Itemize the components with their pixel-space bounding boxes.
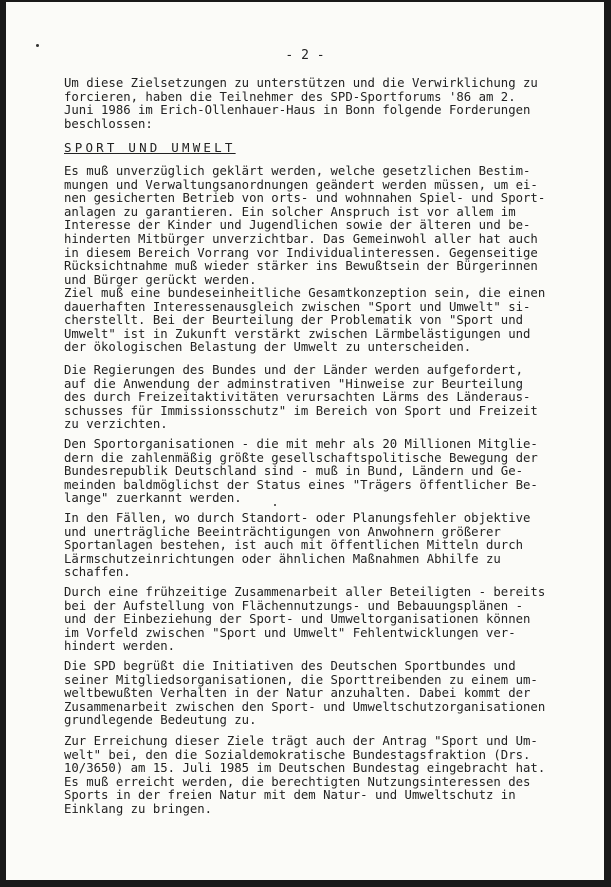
paragraph-8 bbox=[64, 735, 584, 817]
paragraph-3 bbox=[64, 364, 584, 432]
text-line: grundlegende Bedeutung zu. bbox=[64, 713, 257, 728]
text-line: hinderten Mitbürger unverzichtbar. Das Gemeinwohl aller hat auch bbox=[64, 231, 538, 246]
intro-paragraph bbox=[64, 77, 584, 131]
text-line: Es muß erreicht werden, die berechtigten Nutzungsinteressen des bbox=[64, 774, 531, 789]
document-sheet bbox=[6, 2, 604, 880]
text-line: Ziel muß eine bundeseinheitliche Gesamtkonzeption sein, die einen bbox=[64, 286, 546, 300]
text-line: bei der Aufstellung von Flächennutzungs- und Bebauungsplänen - bbox=[64, 598, 524, 613]
paragraph-5 bbox=[64, 512, 584, 580]
text-line: seiner Mitgliedsorganisationen, die Sporttreibenden zu einem um- bbox=[64, 672, 538, 687]
paragraph-7 bbox=[64, 660, 584, 728]
text-line: Sports in der freien Natur mit dem Natur- und Umweltschutz in bbox=[64, 788, 516, 803]
text-line: Zusammenarbeit zwischen den Sport- und Umweltschutzorganisationen bbox=[64, 699, 546, 714]
text-line: weltbewußten Verhalten in der Natur anzuhalten. Dabei kommt der bbox=[64, 686, 531, 701]
paragraph-1 bbox=[64, 165, 584, 287]
paragraph-2 bbox=[64, 287, 584, 355]
text-line: Um diese Zielsetzungen zu unterstützen und die Verwirklichung zu bbox=[64, 76, 538, 90]
text-line: hindert werden. bbox=[64, 639, 176, 654]
text-line: Bundesrepublik Deutschland sind - muß in Bund, Ländern und Ge- bbox=[64, 464, 524, 479]
text-line: meinden baldmöglichst der Status eines "Trägers öffentlicher Be- bbox=[64, 477, 538, 492]
text-line: Die SPD begrüßt die Initiativen des Deutschen Sportbundes und bbox=[64, 659, 516, 673]
text-line: schusses für Immissionsschutz" im Bereich von Sport und Freizeit bbox=[64, 403, 538, 418]
text-line: Sportanlagen bestehen, ist auch mit öffentlichen Mitteln durch bbox=[64, 538, 524, 553]
text-line: dauerhaften Interessenausgleich zwischen "Sport und Umwelt" si- bbox=[64, 299, 531, 314]
text-line: welt" bei, den die Sozialdemokratische Bundestagsfraktion (Drs. bbox=[64, 747, 531, 762]
text-line: der ökologischen Belastung der Umwelt zu unterscheiden. bbox=[64, 340, 472, 355]
text-line: und unerträgliche Beeinträchtigungen von Anwohnern größerer bbox=[64, 524, 501, 539]
text-line: Es muß unverzüglich geklärt werden, welche gesetzlichen Bestim- bbox=[64, 164, 531, 178]
text-line: in diesem Bereich Vorrang vor Individualinteressen. Gegenseitige bbox=[64, 245, 538, 260]
text-line: Rücksichtnahme muß wieder stärker ins Bewußtsein der Bürgerinnen bbox=[64, 259, 538, 274]
text-line: Juni 1986 im Erich-Ollenhauer-Haus in Bonn folgende Forderungen bbox=[64, 103, 531, 118]
text-line: im Vorfeld zwischen "Sport und Umwelt" Fehlentwicklungen ver- bbox=[64, 625, 516, 640]
document-page bbox=[6, 2, 604, 880]
text-line: Durch eine frühzeitige Zusammenarbeit aller Beteiligten - bereits bbox=[64, 585, 546, 599]
paragraph-4 bbox=[64, 438, 584, 506]
text-line: beschlossen: bbox=[64, 116, 153, 131]
text-line: lange" zuerkannt werden. bbox=[64, 491, 242, 506]
text-line: Umwelt" ist in Zukunft verstärkt zwischen Lärmbelästigungen und bbox=[64, 326, 531, 341]
text-line: zu verzichten. bbox=[64, 417, 168, 432]
text-line: 10/3650) am 15. Juli 1985 im Deutschen Bundestag eingebracht hat. bbox=[64, 761, 546, 776]
text-line: und der Einbeziehung der Sport- und Umweltorganisationen können bbox=[64, 612, 531, 627]
text-line: Zur Erreichung dieser Ziele trägt auch der Antrag "Sport und Um- bbox=[64, 734, 538, 748]
text-line: auf die Anwendung der adminstrativen "Hinweise zur Beurteilung bbox=[64, 376, 524, 391]
text-line: Den Sportorganisationen - die mit mehr als 20 Millionen Mitglie- bbox=[64, 437, 538, 451]
text-line: Einklang zu bringen. bbox=[64, 801, 213, 816]
scan-speck bbox=[274, 504, 276, 506]
text-line: In den Fällen, wo durch Standort- oder Planungsfehler objektive bbox=[64, 511, 531, 525]
text-line: mungen und Verwaltungsanordnungen geändert werden müssen, um ei- bbox=[64, 177, 538, 192]
scan-speck bbox=[36, 44, 39, 47]
text-line: forcieren, haben die Teilnehmer des SPD-Sportforums '86 am 2. bbox=[64, 89, 516, 104]
text-line: Die Regierungen des Bundes und der Länder werden aufgefordert, bbox=[64, 363, 524, 377]
text-line: Lärmschutzeinrichtungen oder ähnlichen Maßnahmen Abhilfe zu bbox=[64, 551, 501, 566]
text-line: cherstellt. Bei der Beurteilung der Problematik von "Sport und bbox=[64, 313, 524, 328]
page-number: - 2 - bbox=[285, 48, 325, 63]
section-heading: SPORT UND UMWELT bbox=[64, 140, 236, 155]
text-line: schaffen. bbox=[64, 565, 131, 580]
text-line: Interesse der Kinder und Jugendlichen sowie der älteren und be- bbox=[64, 218, 531, 233]
text-line: anlagen zu garantieren. Ein solcher Anspruch ist vor allem im bbox=[64, 204, 516, 219]
text-line: des durch Freizeitaktivitäten verursachten Lärms des Länderaus- bbox=[64, 390, 531, 405]
text-line: nen gesicherten Betrieb von orts- und wohnnahen Spiel- und Sport- bbox=[64, 191, 546, 206]
paragraph-6 bbox=[64, 586, 584, 654]
text-line: dern die zahlenmäßig größte gesellschaftspolitische Bewegung der bbox=[64, 450, 538, 465]
text-line: und Bürger gerückt werden. bbox=[64, 272, 257, 287]
